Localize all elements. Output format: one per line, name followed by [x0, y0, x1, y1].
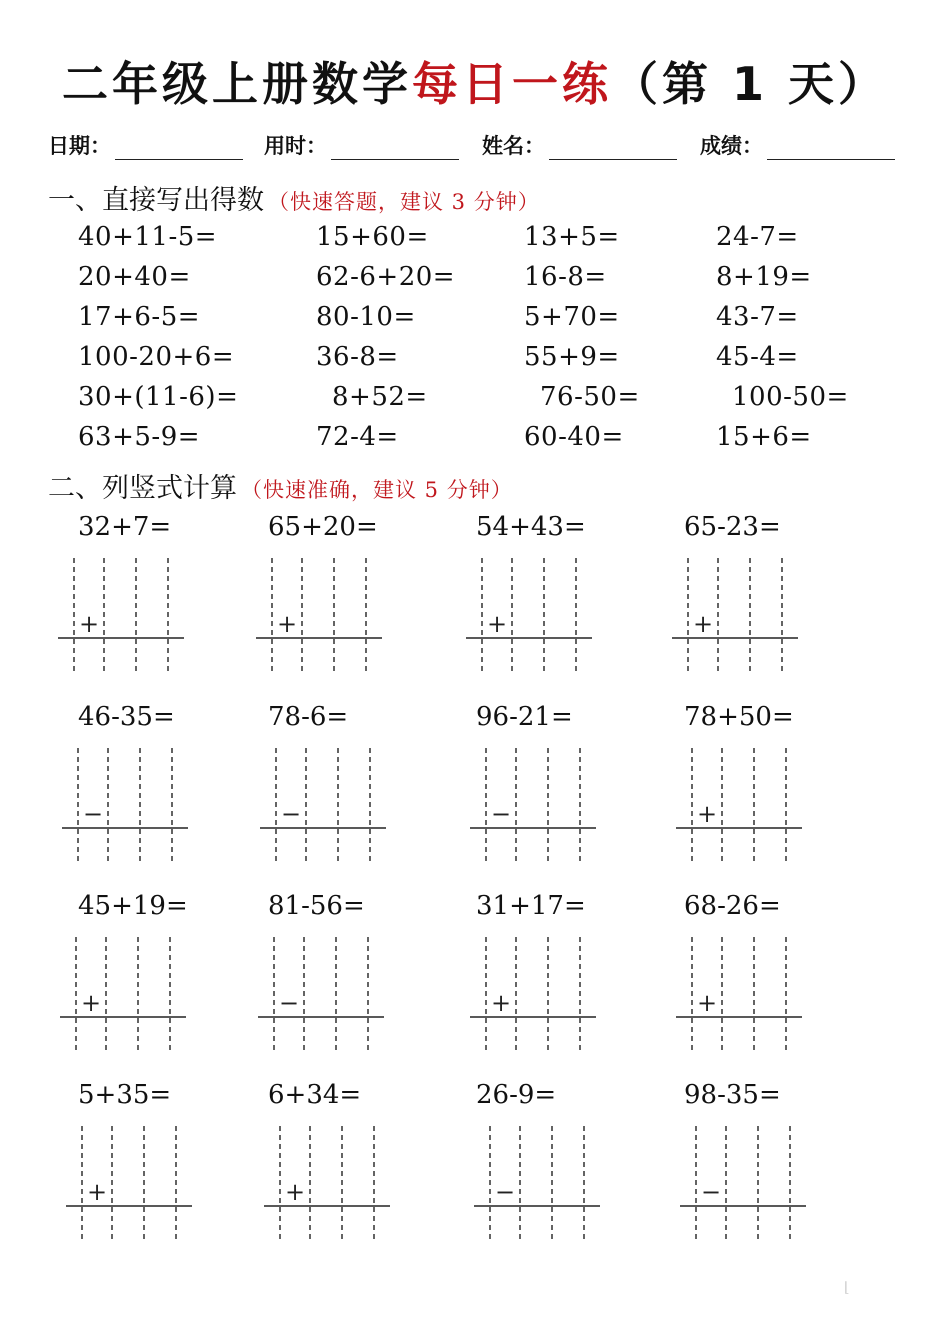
- name-label: 姓名：: [482, 134, 545, 158]
- title-highlight: 每日一练: [411, 57, 612, 111]
- operator-sign: +: [78, 610, 100, 638]
- operator-sign: −: [494, 1178, 516, 1206]
- vertical-problem: 6+34=: [268, 1080, 362, 1110]
- operator-sign: −: [700, 1178, 722, 1206]
- mental-problem: 30+(11-6)=: [78, 382, 239, 412]
- operator-sign: +: [80, 989, 102, 1017]
- title-day: （第 1 天）: [611, 57, 889, 111]
- score-field[interactable]: [700, 130, 895, 160]
- vertical-grid[interactable]: [258, 937, 386, 1055]
- time-used-label: 用时：: [264, 134, 327, 158]
- mental-problem: 13+5=: [524, 222, 620, 252]
- date-blank[interactable]: [115, 137, 243, 160]
- mental-problem: 100-20+6=: [78, 342, 235, 372]
- corner-mark-icon: ⌊: [844, 1280, 850, 1296]
- mental-problem: 15+6=: [716, 422, 812, 452]
- mental-problem: 15+60=: [316, 222, 429, 252]
- operator-sign: +: [276, 610, 298, 638]
- vertical-grid[interactable]: [58, 558, 186, 676]
- operator-sign: +: [486, 610, 508, 638]
- operator-sign: −: [490, 800, 512, 828]
- vertical-problem: 81-56=: [268, 891, 365, 921]
- vertical-grid[interactable]: [470, 937, 598, 1055]
- info-row: [48, 130, 908, 164]
- date-label: 日期：: [48, 134, 111, 158]
- vertical-grid[interactable]: [260, 748, 388, 866]
- worksheet-title: [0, 48, 950, 114]
- section1-title: 一、直接写出得数: [48, 185, 264, 216]
- vertical-problem: 54+43=: [476, 512, 586, 542]
- title-main: 二年级上册数学: [61, 57, 412, 111]
- mental-problem: 24-7=: [716, 222, 799, 252]
- vertical-grid[interactable]: [474, 1126, 602, 1244]
- mental-problem: 5+70=: [524, 302, 620, 332]
- mental-problem: 60-40=: [524, 422, 624, 452]
- operator-sign: −: [278, 989, 300, 1017]
- mental-problem: 45-4=: [716, 342, 799, 372]
- mental-problem: 76-50=: [540, 382, 640, 412]
- mental-problem: 43-7=: [716, 302, 799, 332]
- vertical-grid[interactable]: [676, 937, 804, 1055]
- name-blank[interactable]: [549, 137, 677, 160]
- vertical-grid[interactable]: [264, 1126, 392, 1244]
- section2-note: （快速准确，建议 5 分钟）: [241, 478, 513, 502]
- date-field[interactable]: [48, 130, 243, 160]
- vertical-problem: 98-35=: [684, 1080, 781, 1110]
- mental-problem: 36-8=: [316, 342, 399, 372]
- vertical-problem: 78-6=: [268, 702, 349, 732]
- score-blank[interactable]: [767, 137, 895, 160]
- vertical-grid[interactable]: [672, 558, 800, 676]
- mental-problem: 80-10=: [316, 302, 416, 332]
- mental-problem: 72-4=: [316, 422, 399, 452]
- section2-heading: [48, 466, 513, 505]
- vertical-problem: 65-23=: [684, 512, 781, 542]
- operator-sign: +: [86, 1178, 108, 1206]
- vertical-problem: 26-9=: [476, 1080, 557, 1110]
- mental-problem: 63+5-9=: [78, 422, 201, 452]
- vertical-problem: 46-35=: [78, 702, 175, 732]
- section2-title: 二、列竖式计算: [48, 473, 237, 504]
- section1-note: （快速答题，建议 3 分钟）: [268, 190, 540, 214]
- vertical-grid[interactable]: [680, 1126, 808, 1244]
- vertical-grid[interactable]: [470, 748, 598, 866]
- vertical-grid[interactable]: [466, 558, 594, 676]
- vertical-problem: 65+20=: [268, 512, 378, 542]
- operator-sign: +: [490, 989, 512, 1017]
- operator-sign: −: [82, 800, 104, 828]
- vertical-grid[interactable]: [60, 937, 188, 1055]
- operator-sign: +: [284, 1178, 306, 1206]
- section1-heading: [48, 178, 540, 217]
- time-used-blank[interactable]: [331, 137, 459, 160]
- mental-problem: 17+6-5=: [78, 302, 201, 332]
- operator-sign: +: [696, 800, 718, 828]
- time-used-field[interactable]: [264, 130, 459, 160]
- mental-problem: 40+11-5=: [78, 222, 218, 252]
- mental-problem: 100-50=: [732, 382, 849, 412]
- mental-problem: 62-6+20=: [316, 262, 456, 292]
- vertical-problem: 78+50=: [684, 702, 794, 732]
- score-label: 成绩：: [700, 134, 763, 158]
- name-field[interactable]: [482, 130, 677, 160]
- vertical-grid[interactable]: [66, 1126, 194, 1244]
- vertical-grid[interactable]: [676, 748, 804, 866]
- mental-problem: 20+40=: [78, 262, 191, 292]
- vertical-problem: 32+7=: [78, 512, 172, 542]
- operator-sign: −: [280, 800, 302, 828]
- operator-sign: +: [696, 989, 718, 1017]
- vertical-problem: 96-21=: [476, 702, 573, 732]
- mental-problem: 8+19=: [716, 262, 812, 292]
- vertical-problem: 45+19=: [78, 891, 188, 921]
- vertical-problem: 5+35=: [78, 1080, 172, 1110]
- vertical-problem: 31+17=: [476, 891, 586, 921]
- mental-problem: 16-8=: [524, 262, 607, 292]
- operator-sign: +: [692, 610, 714, 638]
- mental-problem: 8+52=: [332, 382, 428, 412]
- vertical-grid[interactable]: [256, 558, 384, 676]
- vertical-grid[interactable]: [62, 748, 190, 866]
- mental-problem: 55+9=: [524, 342, 620, 372]
- vertical-problem: 68-26=: [684, 891, 781, 921]
